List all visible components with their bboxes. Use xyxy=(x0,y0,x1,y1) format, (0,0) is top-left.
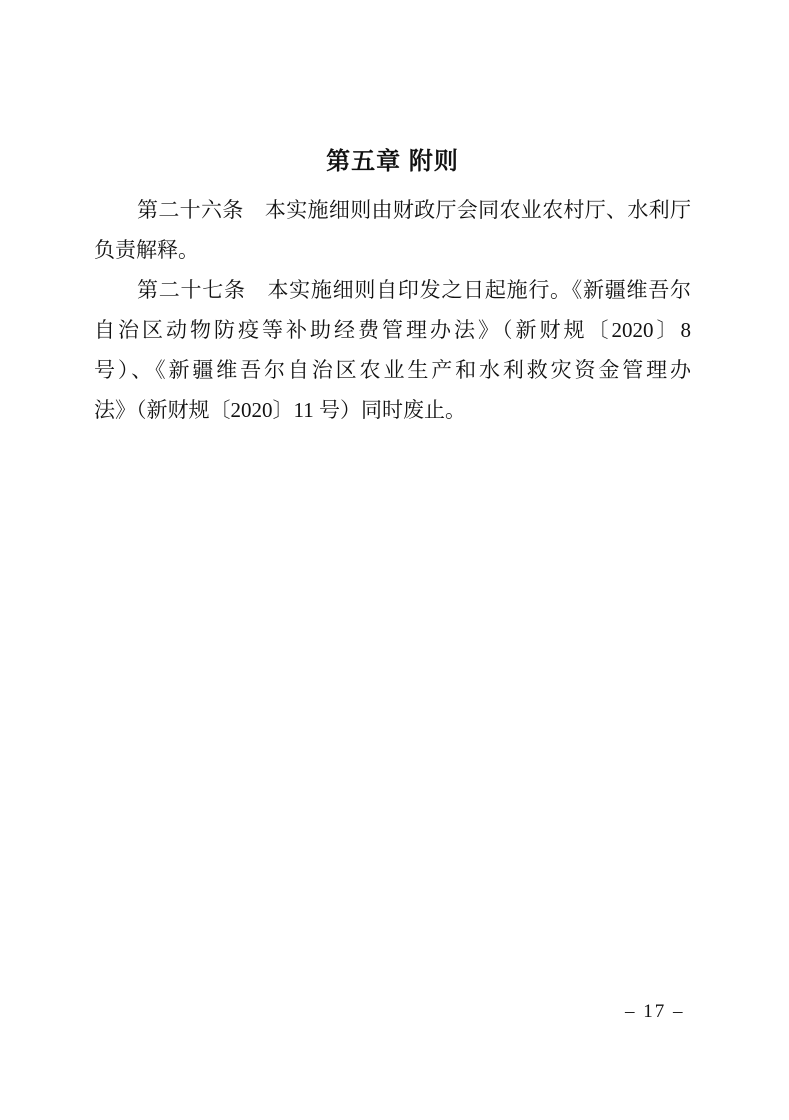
article-27-line-4: 法》（新财规〔2020〕11 号）同时废止。 xyxy=(94,398,466,422)
article-27-line-2: 自治区动物防疫等补助经费管理办法》（新财规〔2020〕8 xyxy=(94,318,691,342)
article-26-line-2: 负责解释。 xyxy=(94,238,199,262)
document-body xyxy=(94,147,691,430)
chapter-heading: 第五章 附则 xyxy=(326,148,459,175)
article-26-line-1: 第二十六条 本实施细则由财政厅会同农业农村厅、水利厅 xyxy=(137,198,691,222)
page-number: – 17 – xyxy=(625,1001,685,1022)
article-27-line-1: 第二十七条 本实施细则自印发之日起施行。《新疆维吾尔 xyxy=(137,278,691,302)
article-27-line-3: 号）、《新疆维吾尔自治区农业生产和水利救灾资金管理办 xyxy=(94,358,691,382)
